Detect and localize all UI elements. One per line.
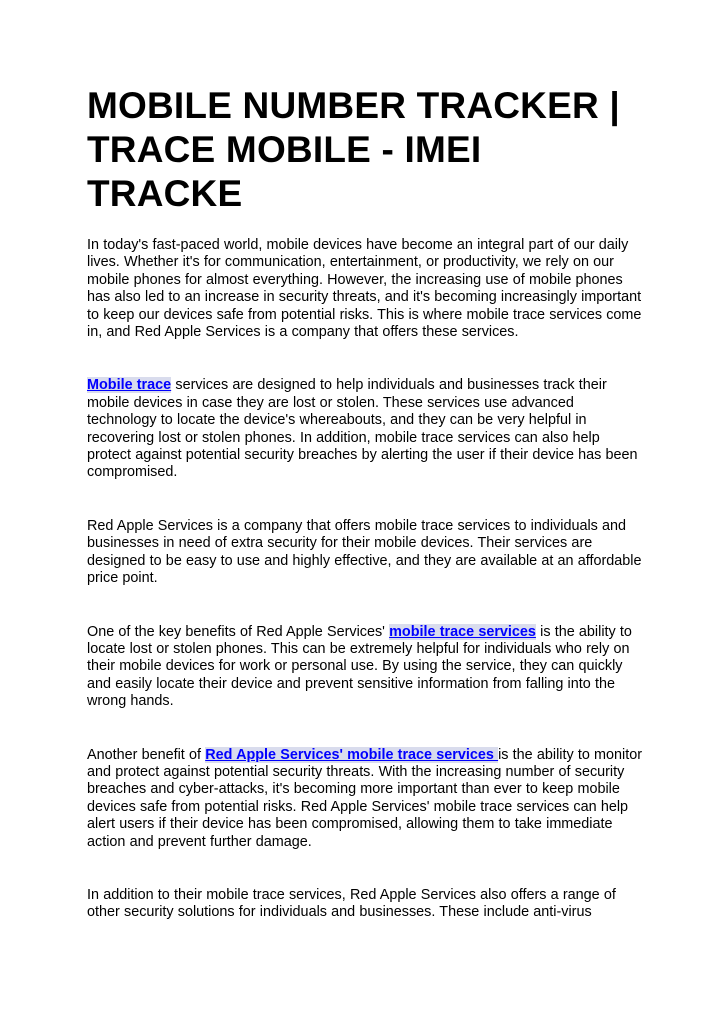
paragraph-mobile-trace — [87, 377, 647, 481]
document-title: MOBILE NUMBER TRACKER | TRACE MOBILE - IMEI TRACKE — [87, 85, 620, 214]
paragraph-another-benefit — [87, 747, 647, 851]
paragraph-text: Another benefit of — [87, 746, 206, 763]
red-apple-services-link[interactable]: Red Apple Services' mobile trace services — [205, 746, 499, 763]
mobile-trace-services-link[interactable]: mobile trace services — [389, 623, 536, 640]
paragraph-text: One of the key benefits of Red Apple Services' — [87, 623, 390, 640]
paragraph-text: is the ability to monitor and protect against potential security threats. With the increasing number of security breaches and cyber-attacks, it's becoming more important than ever to keep mobile devices safe from potential risks. Red Apple Services' mobile trace services can help alert users if their device has been compromised, allowing them to take immediate action and prevent further damage. — [87, 746, 643, 850]
paragraph-intro: In today's fast-paced world, mobile devices have become an integral part of our daily lives. Whether it's for communication, entertainment, or productivity, we rely on our mobile phones for almost everything. However, the increasing use of mobile phones has also led to an increase in security threats, and it's becoming increasingly important to keep our devices safe from potential risks. This is where mobile trace services come in, and Red Apple Services is a company that offers these services. — [87, 237, 642, 341]
mobile-trace-link[interactable]: Mobile trace — [87, 377, 172, 394]
paragraph-text: services are designed to help individuals and businesses track their mobile devices in case they are lost or stolen. These services use advanced technology to locate the device's whereabouts, and they can be very helpful in recovering lost or stolen phones. In addition, mobile trace services can also help protect against potential security breaches by alerting the user if their device has been compromised. — [87, 377, 638, 481]
paragraph-other-solutions: In addition to their mobile trace services, Red Apple Services also offers a range of other security solutions for individuals and businesses. These include anti-virus — [87, 886, 616, 921]
document-body — [87, 237, 647, 922]
paragraph-text: is the ability to locate lost or stolen phones. This can be extremely helpful for individuals who rely on their mobile devices for work or personal use. By using the service, they can quickly and easily locate their device and prevent sensitive information from falling into the wrong hands. — [87, 623, 632, 710]
paragraph-key-benefits — [87, 624, 647, 711]
paragraph-company: Red Apple Services is a company that offers mobile trace services to individuals and businesses in need of extra security for their mobile devices. Their services are designed to be easy to use and highly effective, and they are available at an affordable price point. — [87, 517, 642, 587]
document-page — [87, 84, 647, 922]
